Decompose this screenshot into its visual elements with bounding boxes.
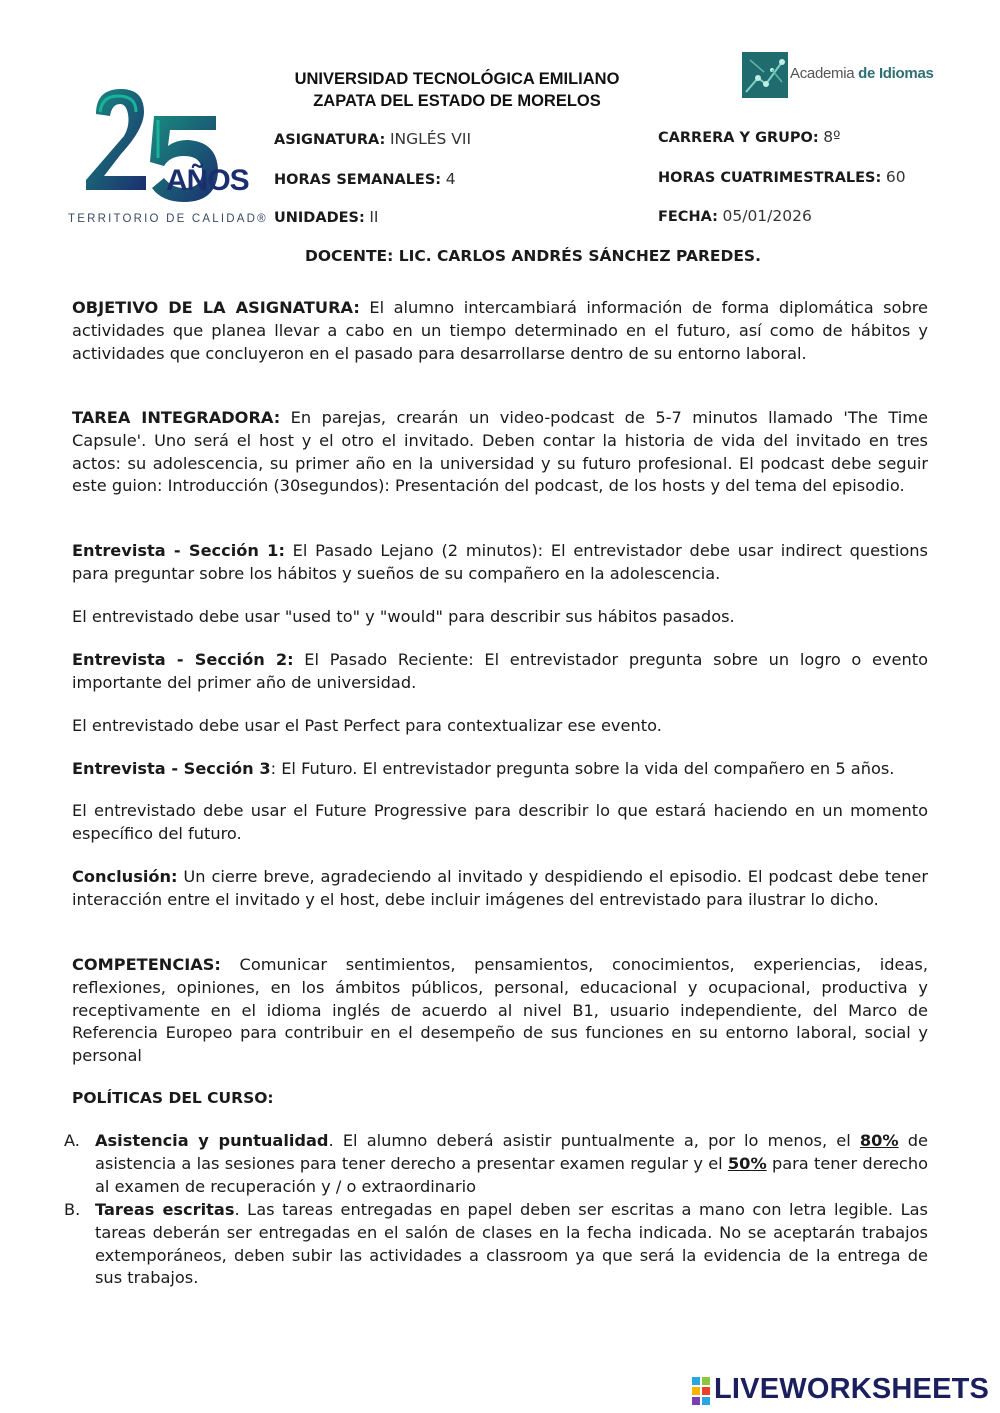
liveworksheets-wordmark: LIVEWORKSHEETS — [714, 1373, 990, 1405]
academia-text-b: de Idiomas — [858, 65, 934, 82]
field-asignatura — [274, 130, 471, 148]
logo-tagline: TERRITORIO DE CALIDAD® — [68, 213, 268, 225]
horas-cuatri-label: HORAS CUATRIMESTRALES: — [658, 170, 882, 186]
tarea-paragraph — [72, 407, 928, 498]
fecha-label: FECHA: — [658, 209, 718, 225]
seccion2-text: El Pasado Reciente: El entrevistador pregunta sobre un logro o evento importante del primer año de universidad. — [72, 650, 928, 692]
carrera-label: CARRERA Y GRUPO: — [658, 130, 819, 146]
politicas-title: POLÍTICAS DEL CURSO: — [72, 1089, 274, 1107]
tarea-text: En parejas, crearán un video-podcast de 5-7 minutos llamado 'The Time Capsule'. Uno será el host y el otro el invitado. Deben contar la historia de vida del invitado en tres actos: su adolescencia, su primer año en la universidad y su futuro profesional. El podcast debe seguir este guion: Introducción (30segundos): Presentación del podcast, de los hosts y del tema del episodio. — [72, 408, 928, 496]
fecha-value: 05/01/2026 — [722, 207, 812, 225]
policy-item-b — [64, 1199, 928, 1291]
horas-semanales-value: 4 — [445, 170, 456, 188]
academia-text-a: Academia — [790, 65, 859, 82]
conclusion-text: Un cierre breve, agradeciendo al invitado y despidiendo el episodio. El podcast debe tener interacción entre el invitado y el host, debe incluir imágenes del entrevistado para ilustrar lo dicho. — [72, 867, 928, 909]
objetivo-text: El alumno intercambiará información de forma diplomática sobre actividades que planea llevar a cabo en un tiempo determinado en el futuro, así como de hábitos y actividades que concluyeron en el pasado para desarrollarse dentro de su entorno laboral. — [72, 298, 928, 363]
seccion3-label: Entrevista - Sección 3 — [72, 759, 271, 778]
tarea-label: TAREA INTEGRADORA: — [72, 408, 281, 427]
conclusion-paragraph — [72, 866, 928, 912]
policy-item-a — [64, 1130, 928, 1200]
seccion1-text: El Pasado Lejano (2 minutos): El entrevistador debe usar indirect questions para preguntar sobre los hábitos y sueños de su compañero en la adolescencia. — [72, 541, 928, 583]
academia-idiomas-logo-icon — [742, 52, 788, 98]
academia-idiomas-logo-text — [790, 65, 934, 82]
seccion2-label: Entrevista - Sección 2: — [72, 650, 294, 669]
competencias-text: Comunicar sentimientos, pensamientos, conocimientos, experiencias, ideas, reflexiones, opiniones, en los ámbitos públicos, personal, educacional y ocupacional, productiva y receptivamente en el idioma inglés de acuerdo al nivel B1, usuario independiente, del Marco de Referencia Europeo para contribuir en el desempeño de sus funciones en su entorno laboral, social y personal — [72, 955, 928, 1066]
seccion1-label: Entrevista - Sección 1: — [72, 541, 285, 560]
university-name — [262, 68, 652, 112]
seccion2-note: El entrevistado debe usar el Past Perfect para contextualizar ese evento. — [72, 716, 662, 735]
policy-a-pct-80: 80% — [859, 1131, 899, 1150]
asignatura-label: ASIGNATURA: — [274, 132, 386, 148]
field-carrera-grupo — [658, 128, 840, 146]
university-name-line2: ZAPATA DEL ESTADO DE MORELOS — [313, 92, 601, 110]
university-25-years-logo — [66, 84, 268, 234]
competencias-label: COMPETENCIAS: — [72, 955, 221, 974]
seccion3-text: : El Futuro. El entrevistador pregunta sobre la vida del compañero en 5 años. — [270, 759, 895, 778]
policy-a-letter: A. — [64, 1131, 80, 1150]
horas-semanales-label: HORAS SEMANALES: — [274, 172, 442, 188]
carrera-value: 8º — [823, 128, 841, 146]
policy-a-text — [95, 1130, 928, 1198]
liveworksheets-logo-icon — [692, 1377, 710, 1405]
policy-b-label: Tareas escritas — [95, 1200, 235, 1219]
policy-a-text-a: . El alumno deberá asistir puntualmente a, por lo menos, el — [328, 1131, 860, 1150]
field-horas-semanales — [274, 170, 456, 188]
objetivo-label: OBJETIVO DE LA ASIGNATURA: — [72, 298, 360, 317]
field-fecha — [658, 207, 812, 225]
policy-a-pct-50: 50% — [727, 1153, 767, 1173]
field-horas-cuatrimestrales — [658, 168, 906, 186]
docente-line: DOCENTE: LIC. CARLOS ANDRÉS SÁNCHEZ PAREDES. — [305, 247, 761, 265]
conclusion-label: Conclusión: — [72, 867, 178, 886]
seccion1-paragraph — [72, 540, 928, 586]
policy-a-text-c: para tener derecho al examen de recuperación y / o extraordinario — [95, 1153, 928, 1196]
asignatura-value: INGLÉS VII — [389, 130, 472, 148]
field-unidades — [274, 208, 379, 226]
objetivo-paragraph — [72, 297, 928, 365]
logo-word-anos: AÑOS — [166, 164, 249, 197]
university-name-line1: UNIVERSIDAD TECNOLÓGICA EMILIANO — [294, 70, 620, 88]
seccion2-paragraph — [72, 649, 928, 695]
policy-b-text — [95, 1199, 928, 1290]
unidades-value: II — [369, 208, 379, 226]
25-anos-logo-graphic — [66, 84, 256, 234]
unidades-label: UNIDADES: — [274, 210, 365, 226]
seccion1-note: El entrevistado debe usar "used to" y "would" para describir sus hábitos pasados. — [72, 607, 735, 626]
seccion3-paragraph — [72, 758, 928, 781]
policy-a-text-b: de asistencia a las sesiones para tener derecho a presentar examen regular y el — [95, 1131, 928, 1173]
policy-b-text-a: . Las tareas entregadas en papel deben ser escritas a mano con letra legible. Las tareas deberán ser entregadas en el salón de clases en la fecha indicada. No se aceptarán trabajos extemporáneos, deben subir las actividades a classroom ya que será la evidencia de la entrega de sus trabajos. — [95, 1200, 928, 1288]
seccion3-note: El entrevistado debe usar el Future Progressive para describir lo que estará haciendo en un momento específico del futuro. — [72, 801, 928, 843]
policy-b-letter: B. — [64, 1200, 81, 1219]
competencias-paragraph — [72, 954, 928, 1068]
policy-a-label: Asistencia y puntualidad — [95, 1131, 329, 1150]
horas-cuatri-value: 60 — [885, 168, 906, 186]
